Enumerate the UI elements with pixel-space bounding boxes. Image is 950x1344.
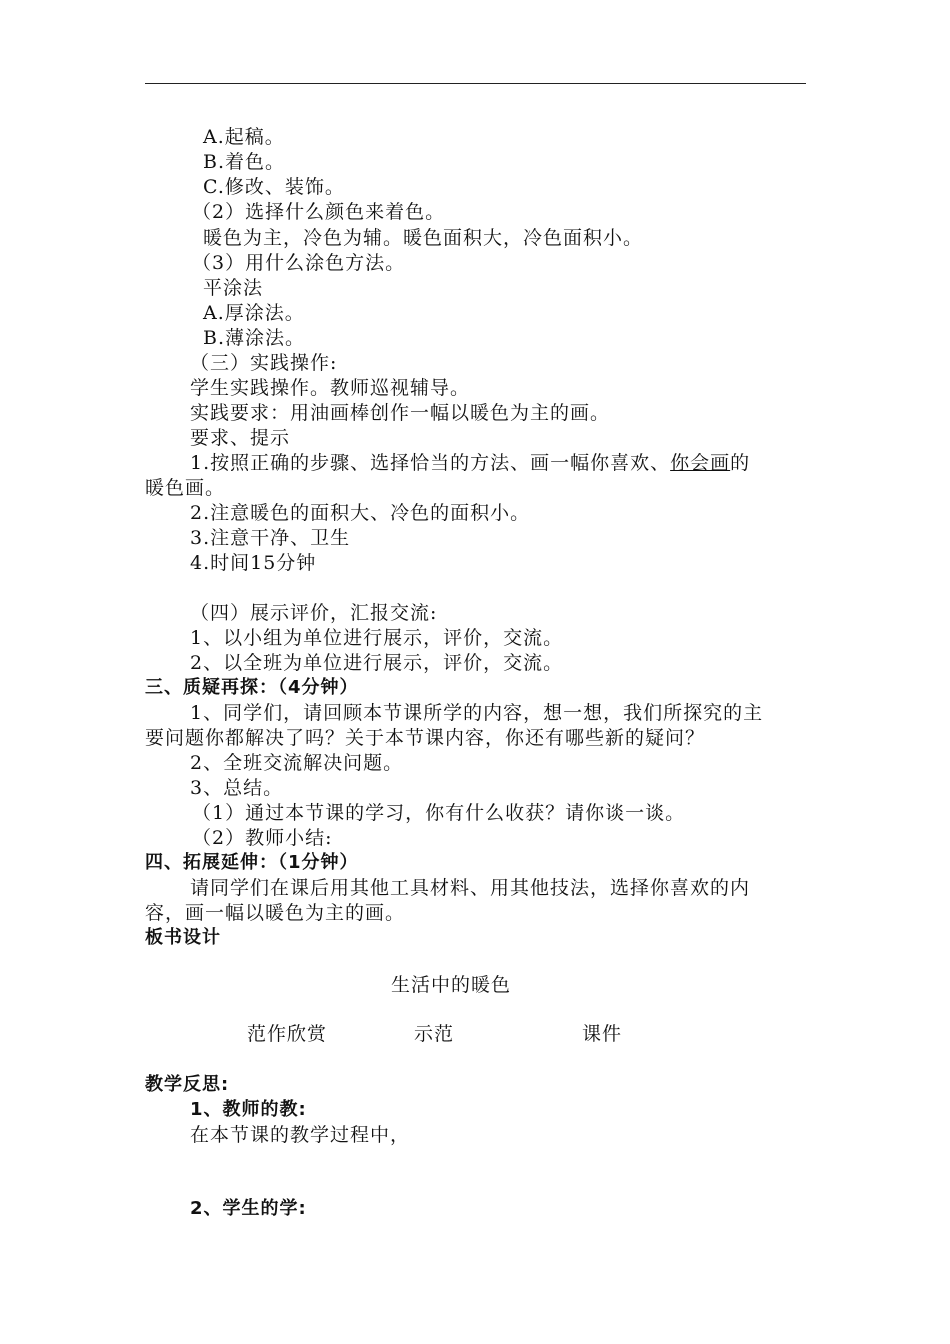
board-title: 生活中的暖色 [391, 974, 512, 996]
text-line: B.薄涂法。 [203, 327, 306, 349]
text-line: C.修改、装饰。 [203, 176, 345, 198]
text-span: 的 [730, 452, 751, 474]
section-heading: （三）实践操作: [190, 352, 338, 374]
header-rule [145, 83, 806, 84]
board-item: 课件 [582, 1023, 623, 1045]
text-line: 平涂法 [203, 277, 264, 299]
text-line: （2）选择什么颜色来着色。 [192, 201, 446, 223]
text-line: 3.注意干净、卫生 [190, 527, 351, 549]
board-item: 范作欣赏 [247, 1023, 328, 1045]
text-span: 1.按照正确的步骤、选择恰当的方法、画一幅你喜欢、 [190, 452, 671, 474]
text-line: 请同学们在课后用其他工具材料、用其他技法，选择你喜欢的内 [190, 877, 751, 899]
text-line: A.起稿。 [203, 126, 285, 148]
sub-heading: 1、教师的教: [190, 1099, 307, 1120]
text-line: 在本节课的教学过程中， [190, 1124, 411, 1146]
text-line: 暖色画。 [145, 477, 226, 499]
text-line: 学生实践操作。教师巡视辅导。 [190, 377, 471, 399]
section-heading: 教学反思: [145, 1074, 230, 1095]
section-heading: 四、拓展延伸：（1分钟） [145, 852, 359, 873]
text-line: 1、以小组为单位进行展示，评价，交流。 [190, 627, 564, 649]
text-line [190, 451, 750, 475]
text-line: 要问题你都解决了吗？关于本节课内容，你还有哪些新的疑问？ [145, 727, 706, 749]
text-line: 2、以全班为单位进行展示，评价，交流。 [190, 652, 564, 674]
text-line: 实践要求：用油画棒创作一幅以暖色为主的画。 [190, 402, 611, 424]
text-line: 4.时间15分钟 [190, 552, 317, 574]
text-line: B.着色。 [203, 151, 286, 173]
text-line: 要求、提示 [190, 427, 291, 449]
text-line: 容，画一幅以暖色为主的画。 [145, 902, 406, 924]
text-line: （2）教师小结: [192, 827, 333, 849]
text-line: 3、总结。 [190, 777, 284, 799]
section-heading: 三、质疑再探：（4分钟） [145, 677, 359, 698]
text-line: A.厚涂法。 [203, 302, 305, 324]
text-line: 暖色为主，冷色为辅。暖色面积大，冷色面积小。 [203, 227, 644, 249]
text-line: （3）用什么涂色方法。 [192, 252, 406, 274]
section-heading: （四）展示评价，汇报交流: [190, 602, 438, 624]
text-line: （1）通过本节课的学习，你有什么收获？请你谈一谈。 [192, 802, 686, 824]
section-heading: 板书设计 [145, 927, 221, 948]
text-line: 2.注意暖色的面积大、冷色的面积小。 [190, 502, 531, 524]
text-line: 2、全班交流解决问题。 [190, 752, 404, 774]
sub-heading: 2、学生的学: [190, 1198, 307, 1219]
text-line: 1、同学们，请回顾本节课所学的内容，想一想，我们所探究的主 [190, 702, 764, 724]
underlined-text: 你会画 [670, 452, 731, 474]
board-item: 示范 [414, 1023, 455, 1045]
